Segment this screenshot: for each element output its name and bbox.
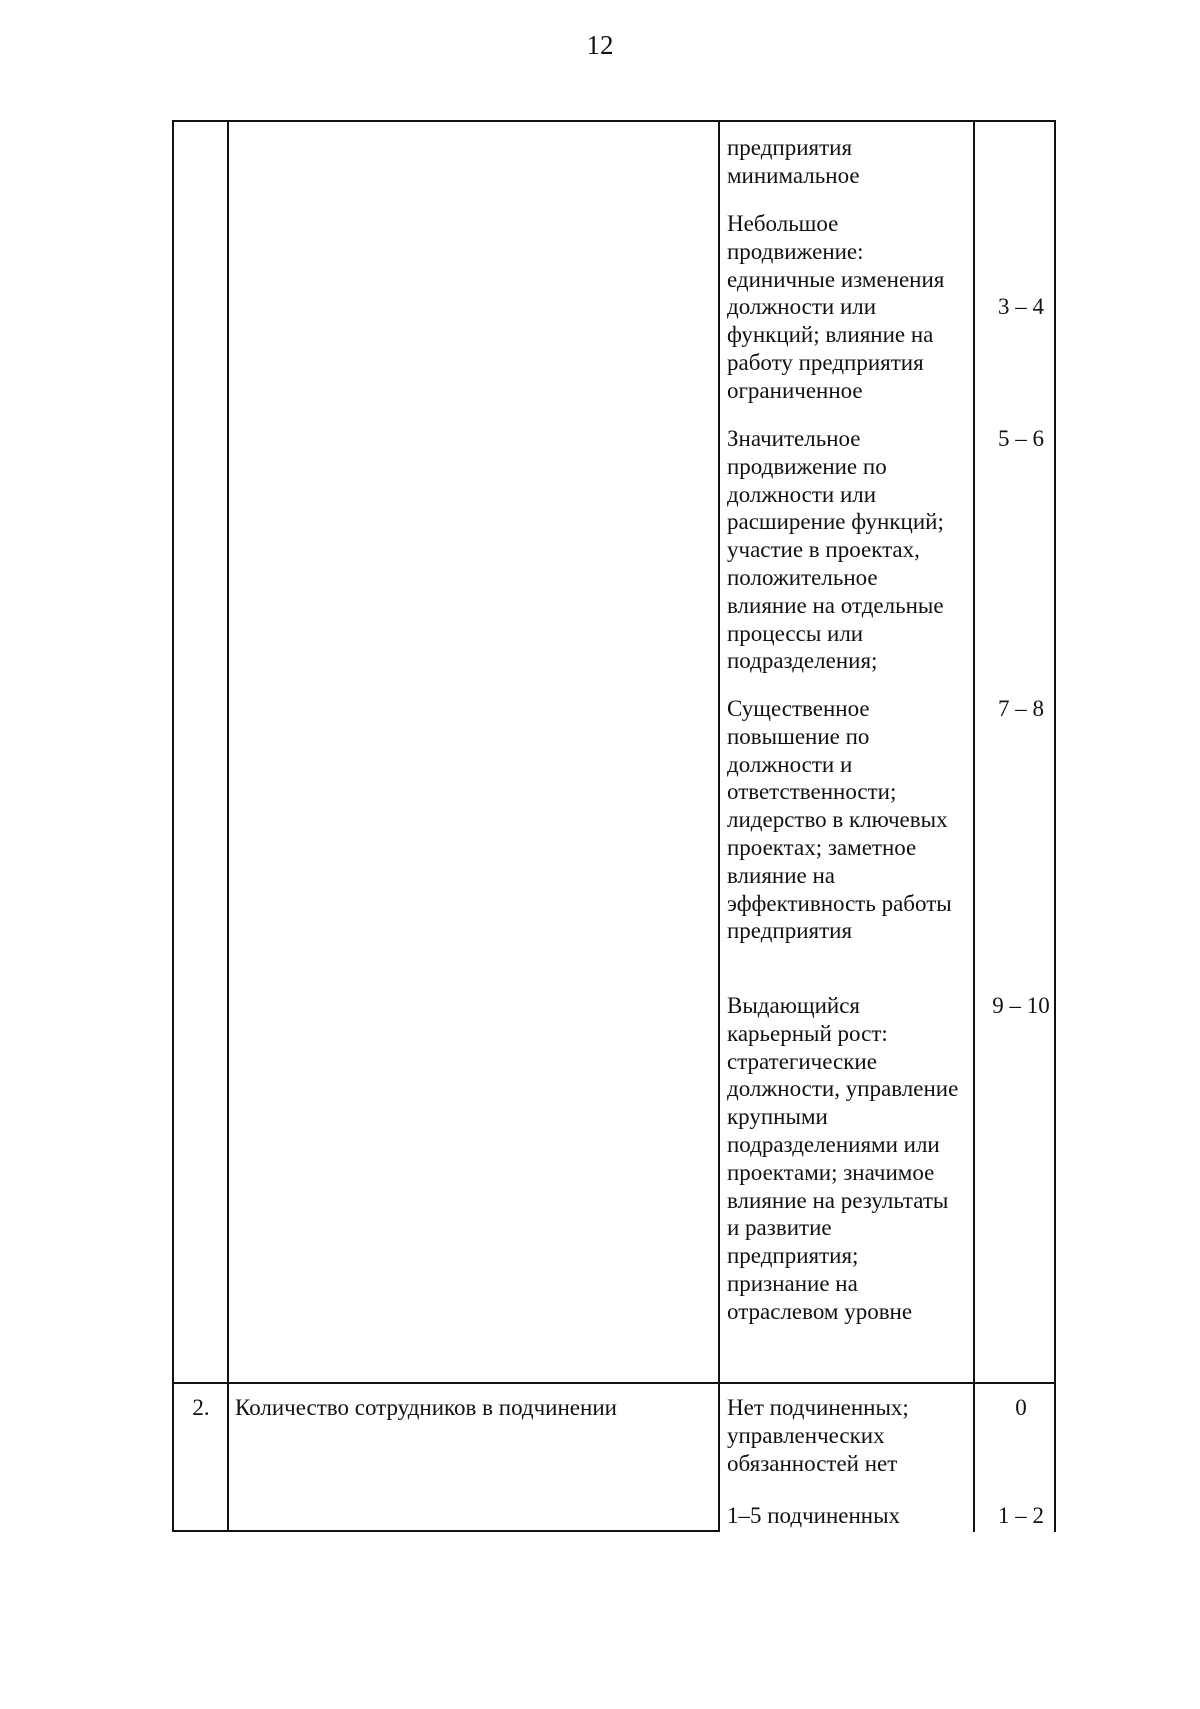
table-left-border (172, 120, 174, 1532)
score-cell: 1 – 2 (998, 1503, 1044, 1528)
row-number: 2. (192, 1395, 210, 1420)
table-bottom-border (172, 1530, 718, 1532)
criterion-title: Количество сотрудников в подчинении (235, 1395, 617, 1420)
score-cell: 5 – 6 (998, 426, 1044, 451)
column-divider-number (227, 120, 229, 1532)
description-cell: Нет подчиненных; управленческих обязанностей нет (727, 1395, 909, 1476)
score-cell: 9 – 10 (992, 993, 1050, 1018)
description-cell: предприятия минимальное (727, 135, 860, 188)
score-cell: 0 (1015, 1395, 1027, 1420)
row-divider (172, 1382, 1056, 1384)
description-cell: Небольшое продвижение: единичные изменения должности или функций; влияние на работу предприятия ограниченное (727, 211, 945, 403)
score-cell: 3 – 4 (998, 294, 1044, 319)
description-cell: Существенное повышение по должности и ответственности; лидерство в ключевых проектах; заметное влияние на эффективность работы предприятия (727, 696, 952, 944)
description-cell: 1–5 подчиненных (727, 1503, 901, 1528)
column-divider-criterion (718, 120, 720, 1532)
table-top-border (172, 120, 1056, 122)
page-number: 12 (586, 30, 614, 60)
description-cell: Значительное продвижение по должности или расширение функций; участие в проектах, положительное влияние на отдельные процессы или подразделения; (727, 426, 944, 674)
column-divider-description (973, 120, 975, 1532)
description-cell: Выдающийся карьерный рост: стратегические должности, управление крупными подразделениями или проектами; значимое влияние на результаты и развитие предприятия; признание на отраслевом уровне (727, 993, 959, 1324)
table-right-border (1054, 120, 1056, 1532)
score-cell: 7 – 8 (998, 696, 1044, 721)
